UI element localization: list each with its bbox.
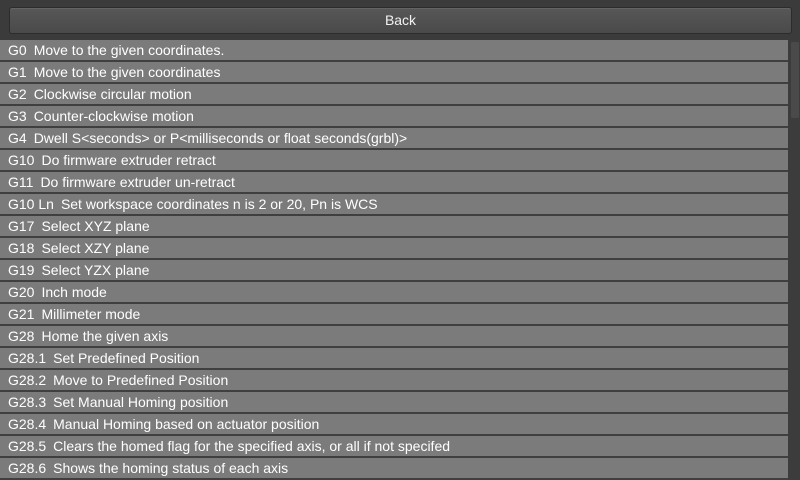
gcode-code: G10 Ln bbox=[8, 196, 54, 212]
gcode-row[interactable] bbox=[0, 370, 788, 392]
gcode-row[interactable] bbox=[0, 326, 788, 348]
gcode-code: G28.2 bbox=[8, 372, 47, 388]
gcode-code: G4 bbox=[8, 130, 27, 146]
gcode-code: G28.4 bbox=[8, 416, 47, 432]
gcode-description: Clears the homed flag for the specified axis, or all if not specifed bbox=[53, 438, 451, 454]
gcode-row[interactable] bbox=[0, 392, 788, 414]
gcode-row[interactable] bbox=[0, 348, 788, 370]
gcode-description: Select XYZ plane bbox=[41, 218, 150, 234]
header-bar bbox=[0, 0, 800, 40]
gcode-row[interactable] bbox=[0, 150, 788, 172]
gcode-code: G20 bbox=[8, 284, 35, 300]
gcode-code: G10 bbox=[8, 152, 35, 168]
gcode-description: Move to the given coordinates bbox=[33, 64, 221, 80]
gcode-row[interactable] bbox=[0, 458, 788, 480]
gcode-description: Millimeter mode bbox=[41, 306, 141, 322]
gcode-list[interactable] bbox=[0, 40, 788, 480]
gcode-row[interactable] bbox=[0, 436, 788, 458]
gcode-description: Move to Predefined Position bbox=[53, 372, 229, 388]
gcode-code: G28.5 bbox=[8, 438, 47, 454]
gcode-description: Do firmware extruder un-retract bbox=[40, 174, 235, 190]
gcode-code: G2 bbox=[8, 86, 27, 102]
gcode-row[interactable] bbox=[0, 414, 788, 436]
gcode-code: G28.6 bbox=[8, 460, 47, 476]
gcode-description: Counter-clockwise motion bbox=[33, 108, 194, 124]
gcode-description: Manual Homing based on actuator position bbox=[53, 416, 320, 432]
gcode-description: Clockwise circular motion bbox=[33, 86, 192, 102]
gcode-code: G19 bbox=[8, 262, 35, 278]
back-button[interactable]: Back bbox=[9, 7, 792, 34]
gcode-code: G28.1 bbox=[8, 350, 47, 366]
gcode-description: Set workspace coordinates n is 2 or 20, Pn is WCS bbox=[60, 196, 378, 212]
gcode-description: Shows the homing status of each axis bbox=[53, 460, 289, 476]
gcode-row[interactable] bbox=[0, 238, 788, 260]
gcode-code: G0 bbox=[8, 42, 27, 58]
gcode-code: G18 bbox=[8, 240, 35, 256]
gcode-description: Inch mode bbox=[41, 284, 107, 300]
gcode-description: Set Manual Homing position bbox=[53, 394, 229, 410]
gcode-code: G28.3 bbox=[8, 394, 47, 410]
gcode-code: G28 bbox=[8, 328, 35, 344]
gcode-code: G11 bbox=[8, 174, 34, 190]
gcode-description: Select YZX plane bbox=[41, 262, 150, 278]
gcode-row[interactable] bbox=[0, 260, 788, 282]
gcode-code: G1 bbox=[8, 64, 27, 80]
gcode-description: Select XZY plane bbox=[41, 240, 150, 256]
gcode-description: Home the given axis bbox=[41, 328, 169, 344]
gcode-row[interactable] bbox=[0, 40, 788, 62]
gcode-row[interactable] bbox=[0, 194, 788, 216]
gcode-row[interactable] bbox=[0, 128, 788, 150]
gcode-description: Dwell S<seconds> or P<milliseconds or float seconds(grbl)> bbox=[33, 130, 408, 146]
scrollbar[interactable] bbox=[788, 40, 800, 480]
gcode-row[interactable] bbox=[0, 62, 788, 84]
gcode-row[interactable] bbox=[0, 84, 788, 106]
gcode-code: G17 bbox=[8, 218, 35, 234]
gcode-code: G3 bbox=[8, 108, 27, 124]
gcode-description: Move to the given coordinates. bbox=[33, 42, 225, 58]
gcode-code: G21 bbox=[8, 306, 35, 322]
gcode-row[interactable] bbox=[0, 282, 788, 304]
gcode-row[interactable] bbox=[0, 106, 788, 128]
scrollbar-thumb[interactable] bbox=[791, 42, 799, 118]
gcode-description: Do firmware extruder retract bbox=[41, 152, 216, 168]
gcode-description: Set Predefined Position bbox=[53, 350, 200, 366]
gcode-row[interactable] bbox=[0, 216, 788, 238]
gcode-row[interactable] bbox=[0, 304, 788, 326]
gcode-row[interactable] bbox=[0, 172, 788, 194]
